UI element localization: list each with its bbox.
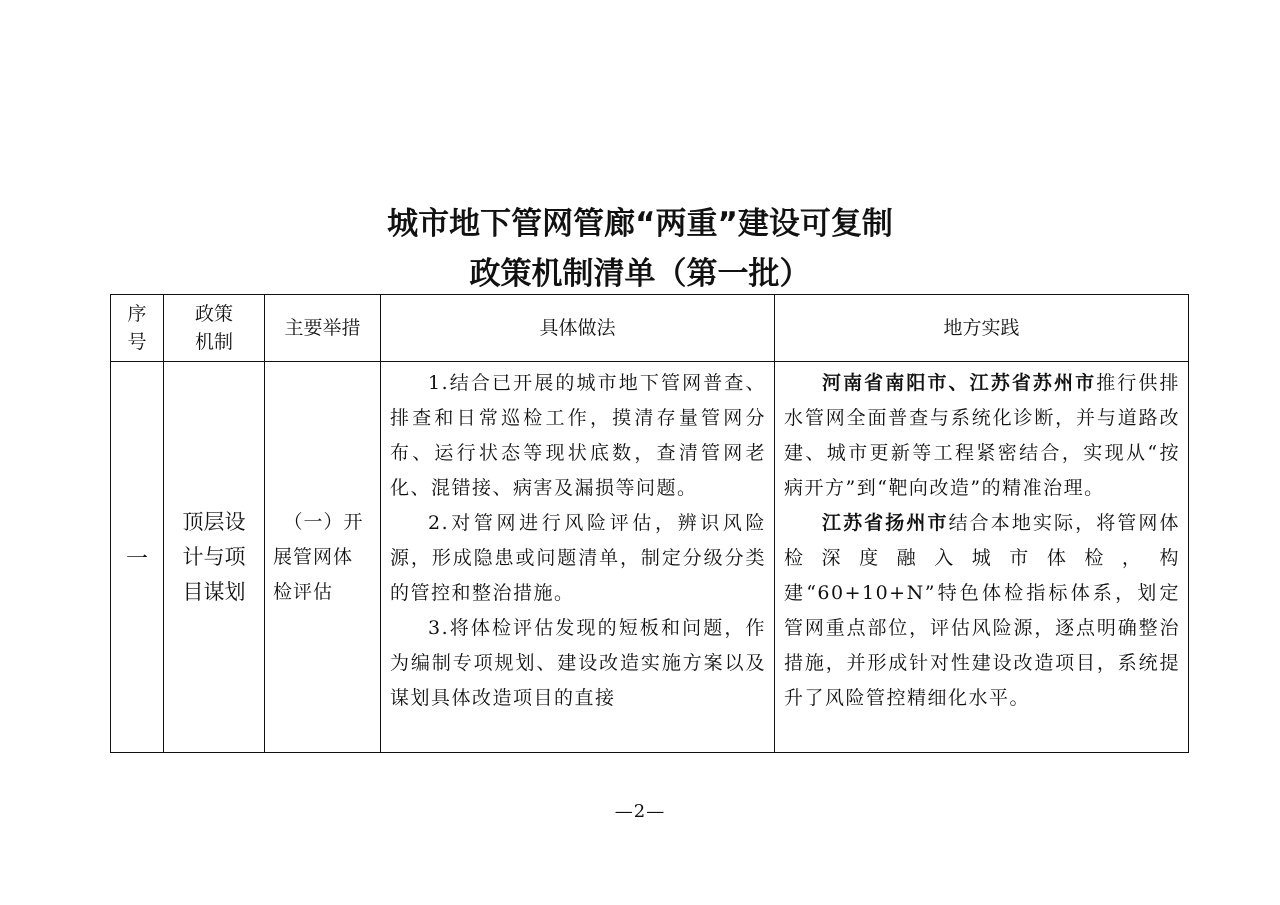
row-mechanism-line-3: 目谋划 <box>182 579 246 604</box>
header-number-line-2: 号 <box>127 331 147 353</box>
practice-1-location: 河南省南阳市、江苏省苏州市 <box>822 372 1097 394</box>
row-measure-line-1: （一）开 <box>283 510 364 533</box>
method-paragraph-2: 2.对管网进行风险评估，辨识风险源，形成隐患或问题清单，制定分级分类的管控和整治措施。 <box>390 512 766 604</box>
header-practice: 地方实践 <box>775 295 1189 362</box>
document-title-line-2: 政策机制清单（第一批） <box>469 256 811 292</box>
row-measure-line-2: 展管网体 <box>273 545 354 568</box>
row-method <box>381 362 775 753</box>
table-header-row <box>111 295 1189 362</box>
practice-2-location: 江苏省扬州市 <box>822 512 949 534</box>
header-measure: 主要举措 <box>265 295 381 362</box>
header-mechanism <box>164 295 265 362</box>
practice-paragraph-2 <box>784 506 1180 716</box>
row-mechanism-line-1: 顶层设 <box>182 509 246 534</box>
header-mechanism-line-2: 机制 <box>194 331 233 353</box>
policy-table <box>110 294 1189 753</box>
table-row <box>111 362 1189 753</box>
row-measure <box>265 362 381 753</box>
practice-paragraph-1 <box>784 366 1180 506</box>
row-measure-line-3: 检评估 <box>273 580 334 603</box>
row-mechanism-line-2: 计与项 <box>182 544 246 569</box>
row-number: 一 <box>111 362 164 753</box>
row-mechanism <box>164 362 265 753</box>
practice-1-text: 推行供排水管网全面普查与系统化诊断，并与道路改建、城市更新等工程紧密结合，实现从“按病开方”到“靶向改造”的精准治理。 <box>784 372 1180 499</box>
header-number-line-1: 序 <box>127 303 147 325</box>
page-number: —2— <box>614 801 666 822</box>
practice-2-text: 结合本地实际，将管网体检深度融入城市体检，构建“60+10+N”特色体检指标体系，划定管网重点部位，评估风险源，逐点明确整治措施，并形成针对性建设改造项目，系统提升了风险管控精细化水平。 <box>784 512 1180 709</box>
header-method: 具体做法 <box>381 295 775 362</box>
document-title-line-1: 城市地下管网管廊“两重”建设可复制 <box>387 206 893 242</box>
method-paragraph-1: 1.结合已开展的城市地下管网普查、排查和日常巡检工作，摸清存量管网分布、运行状态等现状底数，查清管网老化、混错接、病害及漏损等问题。 <box>390 372 766 499</box>
header-mechanism-line-1: 政策 <box>194 303 233 325</box>
row-practice <box>775 362 1189 753</box>
method-paragraph-3: 3.将体检评估发现的短板和问题，作为编制专项规划、建设改造实施方案以及谋划具体改造项目的直接 <box>390 617 766 709</box>
header-number <box>111 295 164 362</box>
